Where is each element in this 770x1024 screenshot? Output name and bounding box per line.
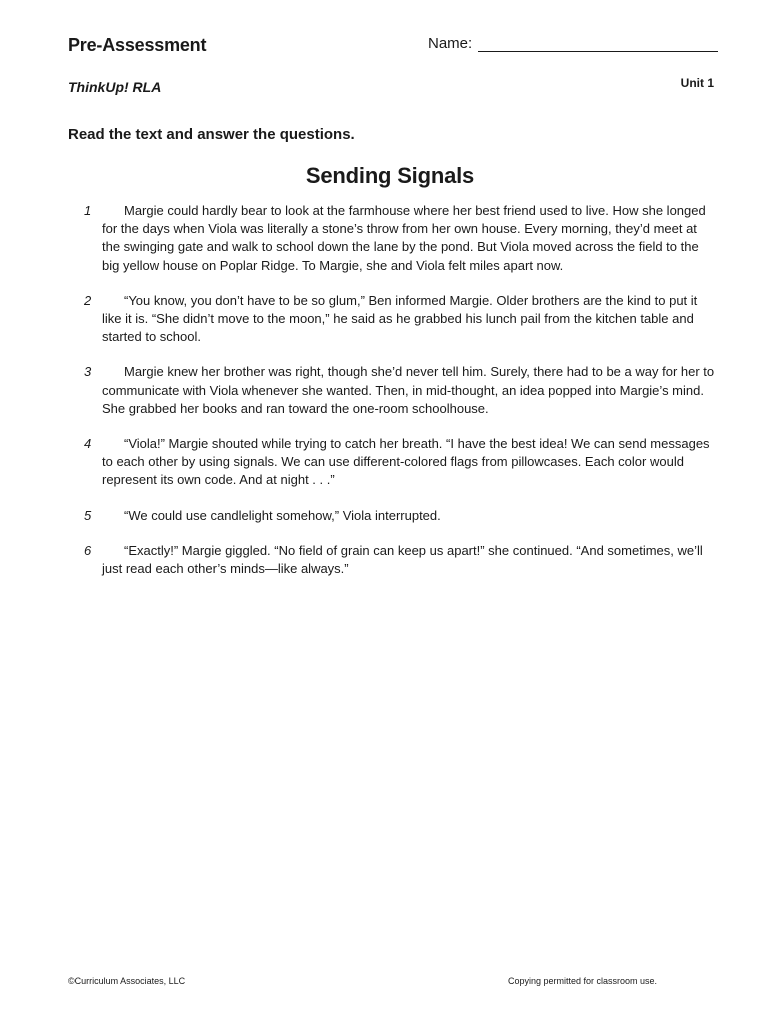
course-subtitle: ThinkUp! RLA <box>68 79 162 95</box>
name-label: Name: <box>428 35 473 52</box>
paragraph <box>84 202 716 275</box>
paragraph-number: 6 <box>84 542 92 558</box>
paragraph-number: 5 <box>84 507 92 523</box>
unit-label: Unit 1 <box>680 76 714 90</box>
paragraph <box>84 507 716 525</box>
instructions: Read the text and answer the questions. <box>68 126 355 143</box>
paragraph-number: 3 <box>84 364 92 380</box>
paragraph-number: 1 <box>84 203 92 218</box>
paragraph-text: “You know, you don’t have to be so glum,” Ben informed Margie. Older brothers are the kind to put it like it is. “She didn’t move to the moon,” he said as he grabbed his lunch pail from the kitchen table and started to school. <box>102 292 698 345</box>
paragraph-number: 4 <box>84 436 92 452</box>
paragraph-text: “Exactly!” Margie giggled. “No field of grain can keep us apart!” she continued. “And sometimes, we’ll just read each other’s minds—like always.” <box>102 542 703 577</box>
paragraph-text: “Viola!” Margie shouted while trying to catch her breath. “I have the best idea! We can send messages to each other by using signals. We can use different-colored flags from pillowcases. Each color would represent its own code. And at night . . .” <box>102 436 710 488</box>
copyright-footer: ©Curriculum Associates, LLC <box>68 976 186 986</box>
passage-body <box>84 202 716 595</box>
permission-footer: Copying permitted for classroom use. <box>508 976 658 986</box>
name-field-row <box>428 35 718 52</box>
paragraph-text: Margie knew her brother was right, though she’d never tell him. Surely, there had to be a way for her to communicate with Viola whenever she wanted. Then, in mid-thought, an idea popped into Margie’s mind. She grabbed her books and ran toward the one-room schoolhouse. <box>102 364 715 416</box>
paragraph <box>84 363 716 418</box>
paragraph-text: Margie could hardly bear to look at the farmhouse where her best friend used to live. How she longed for the days when Viola was literally a stone’s throw from her own house. Every morning, they’d meet at the swinging gate and walk to school down the lane by the pond. But Viola moved across the field to the big yellow house on Poplar Ridge. To Margie, she and Viola felt miles apart now. <box>102 203 706 273</box>
paragraph <box>84 292 716 347</box>
paragraph <box>84 435 716 490</box>
page-title: Pre-Assessment <box>68 35 207 55</box>
paragraph-number: 2 <box>84 292 92 308</box>
paragraph <box>84 542 716 578</box>
paragraph-text: “We could use candlelight somehow,” Viola interrupted. <box>124 507 441 523</box>
name-blank-line[interactable] <box>478 37 718 52</box>
passage-title: Sending Signals <box>305 163 475 188</box>
